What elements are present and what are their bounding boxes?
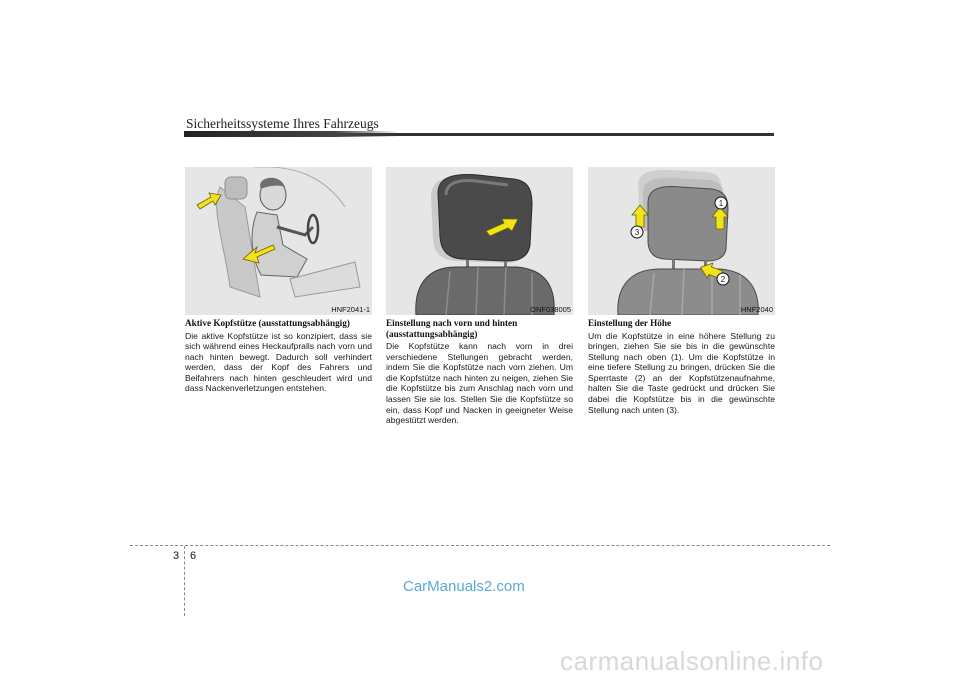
footer-rule — [130, 545, 830, 546]
figure-code: HNF2041-1 — [331, 305, 370, 314]
column-height-adjustment — [588, 318, 775, 415]
column-tilt-adjustment — [386, 318, 573, 426]
section-title: Einstellung nach vorn und hinten (ausstattungsabhängig) — [386, 318, 518, 339]
section-body: Um die Kopfstütze in eine höhere Stellung zu bringen, ziehen Sie sie bis in die gewünschte Stellung nach oben (1). Um die Kopfstütze in eine tiefere Stellung zu bringen, drücken Sie die Sperrtaste (2) an der Kopfstützenaufnahme, halten Sie die Taste gedrückt und drücken Sie dabei die Kopfstütze bis in die gewünschte Stellung nach unten (3). — [588, 330, 775, 415]
header-title: Sicherheitssysteme Ihres Fahrzeugs — [186, 116, 379, 131]
figure-code: ONF038005 — [530, 305, 571, 314]
callout-1: 1 — [718, 199, 724, 208]
watermark-footer: carmanualsonline.info — [560, 646, 824, 676]
figure-code: HNF2040 — [740, 305, 773, 314]
header-rule-accent — [184, 131, 399, 137]
section-title: Einstellung der Höhe — [588, 318, 672, 328]
callout-3: 3 — [634, 228, 640, 237]
figure-headrest-height — [588, 167, 775, 315]
page-number: 6 — [190, 550, 197, 562]
figure-headrest-tilt — [386, 167, 573, 315]
column-active-headrest — [185, 318, 372, 394]
footer-divider — [184, 546, 185, 616]
watermark-link[interactable]: CarManuals2.com — [403, 578, 525, 595]
figure-active-headrest — [185, 167, 372, 315]
chapter-number: 3 — [173, 550, 180, 562]
section-title: Aktive Kopfstütze (ausstattungsabhängig) — [185, 318, 350, 328]
callout-2: 2 — [720, 275, 726, 284]
section-body: Die Kopfstütze kann nach vorn in drei verschiedene Stellungen gebracht werden, indem Sie die Kopfstütze nach vorn ziehen. Um die Kopfstütze nach hinten zu neigen, ziehen Sie die Kopfstütze bis zum Anschlag nach vorn und lassen Sie sie los. Stellen Sie die Kopfstütze so ein, dass Kopf und Nacken in geeigneter Weise abgestützt werden. — [386, 341, 573, 426]
section-body: Die aktive Kopfstütze ist so konzipiert, dass sie sich während eines Heckaufpralls nach vorn und nach hinten bewegt. Dadurch soll verhindert werden, dass der Kopf des Fahrers und Beifahrers nach hinten geschleudert wird und dass Nackenverletzungen entstehen. — [185, 330, 372, 394]
